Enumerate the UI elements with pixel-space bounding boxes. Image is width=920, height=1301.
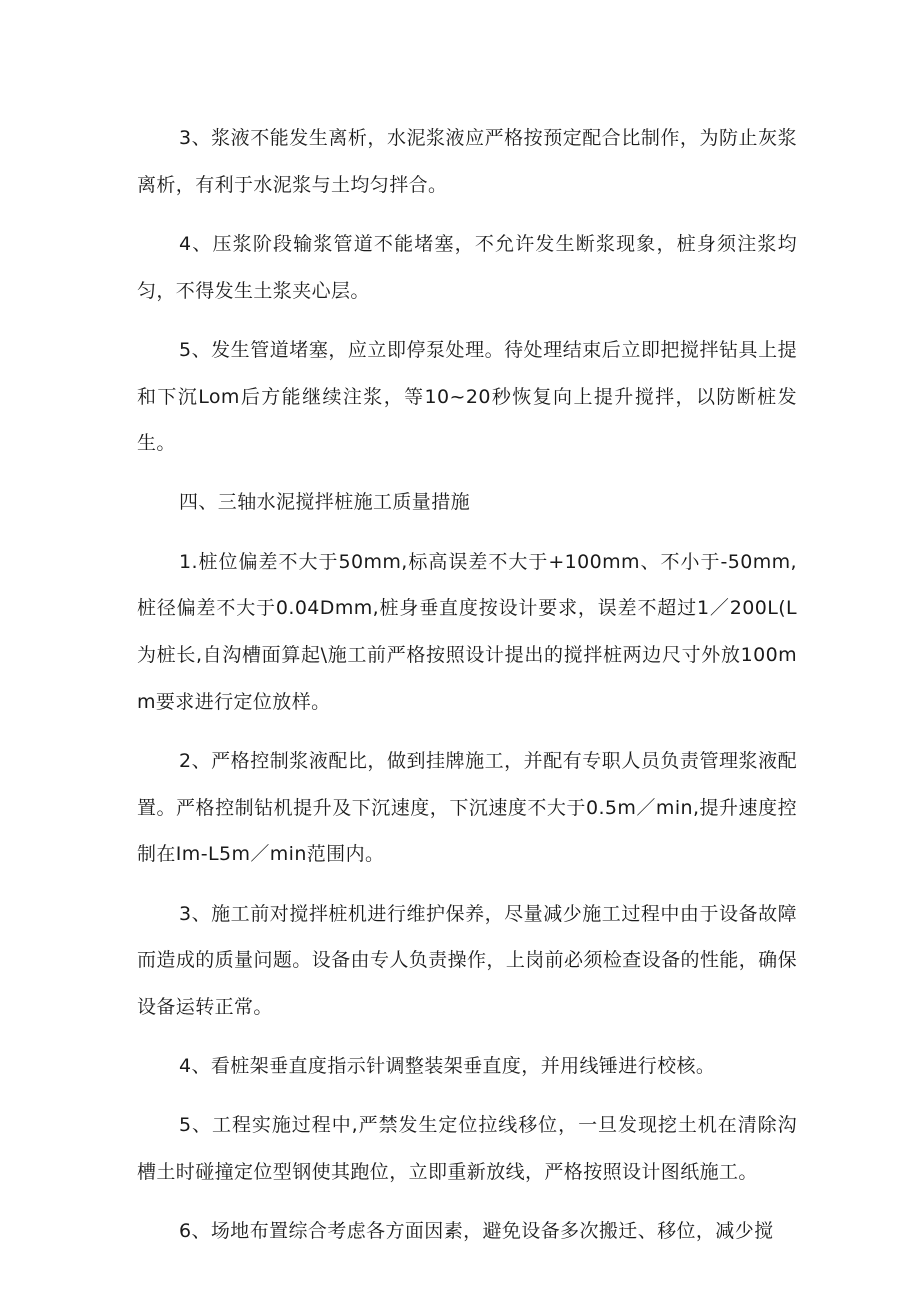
paragraph-positioning-line: 5、工程实施过程中,严禁发生定位拉线移位，一旦发现挖土机在清除沟槽土时碰撞定位型钢使其跑位，立即重新放线，严格按照设计图纸施工。 — [137, 1114, 797, 1184]
paragraph-pipe-blockage-prevention: 4、压浆阶段输浆管道不能堵塞，不允许发生断浆现象，桩身须注浆均匀，不得发生土浆夹心层。 — [137, 232, 797, 302]
paragraph-equipment-maintenance: 3、施工前对搅拌桩机进行维护保养，尽量减少施工过程中由于设备故障而造成的质量问题。设备由专人负责操作，上岗前必须检查设备的性能，确保设备运转正常。 — [137, 902, 797, 1018]
paragraph-slurry-segregation: 3、浆液不能发生离析，水泥浆液应严格按预定配合比制作，为防止灰浆离析，有利于水泥浆与土均匀拌合。 — [137, 127, 797, 196]
paragraph-site-layout: 6、场地布置综合考虑各方面因素，避免设备多次搬迁、移位，减少搅 — [179, 1220, 774, 1243]
paragraph-slurry-ratio-control: 2、严格控制浆液配比，做到挂牌施工，并配有专职人员负责管理浆液配置。严格控制钻机提升及下沉速度，下沉速度不大于0.5m／min,提升速度控制在Im-L5m／min范围内。 — [137, 749, 797, 866]
paragraph-verticality-check: 4、看桩架垂直度指示针调整装架垂直度，并用线锤进行校核。 — [179, 1055, 716, 1078]
paragraph-pipe-blockage-handling: 5、发生管道堵塞，应立即停泵处理。待处理结束后立即把搅拌钻具上提和下沉Lom后方能继续注浆，等10~20秒恢复向上提升搅拌，以防断桩发生。 — [137, 338, 797, 455]
paragraph-pile-position-tolerance: 1.桩位偏差不大于50mm,标高误差不大于+100mm、不小于-50mm,桩径偏差不大于0.04Dmm,桩身垂直度按设计要求，误差不超过1／200L(L为桩长,自沟槽面算起\施工前严格按照设计提出的搅拌桩两边尺寸外放100mm要求进行定位放样。 — [137, 550, 797, 713]
section-heading-quality-measures: 四、三轴水泥搅拌桩施工质量措施 — [179, 491, 471, 514]
document-body — [137, 115, 797, 1267]
